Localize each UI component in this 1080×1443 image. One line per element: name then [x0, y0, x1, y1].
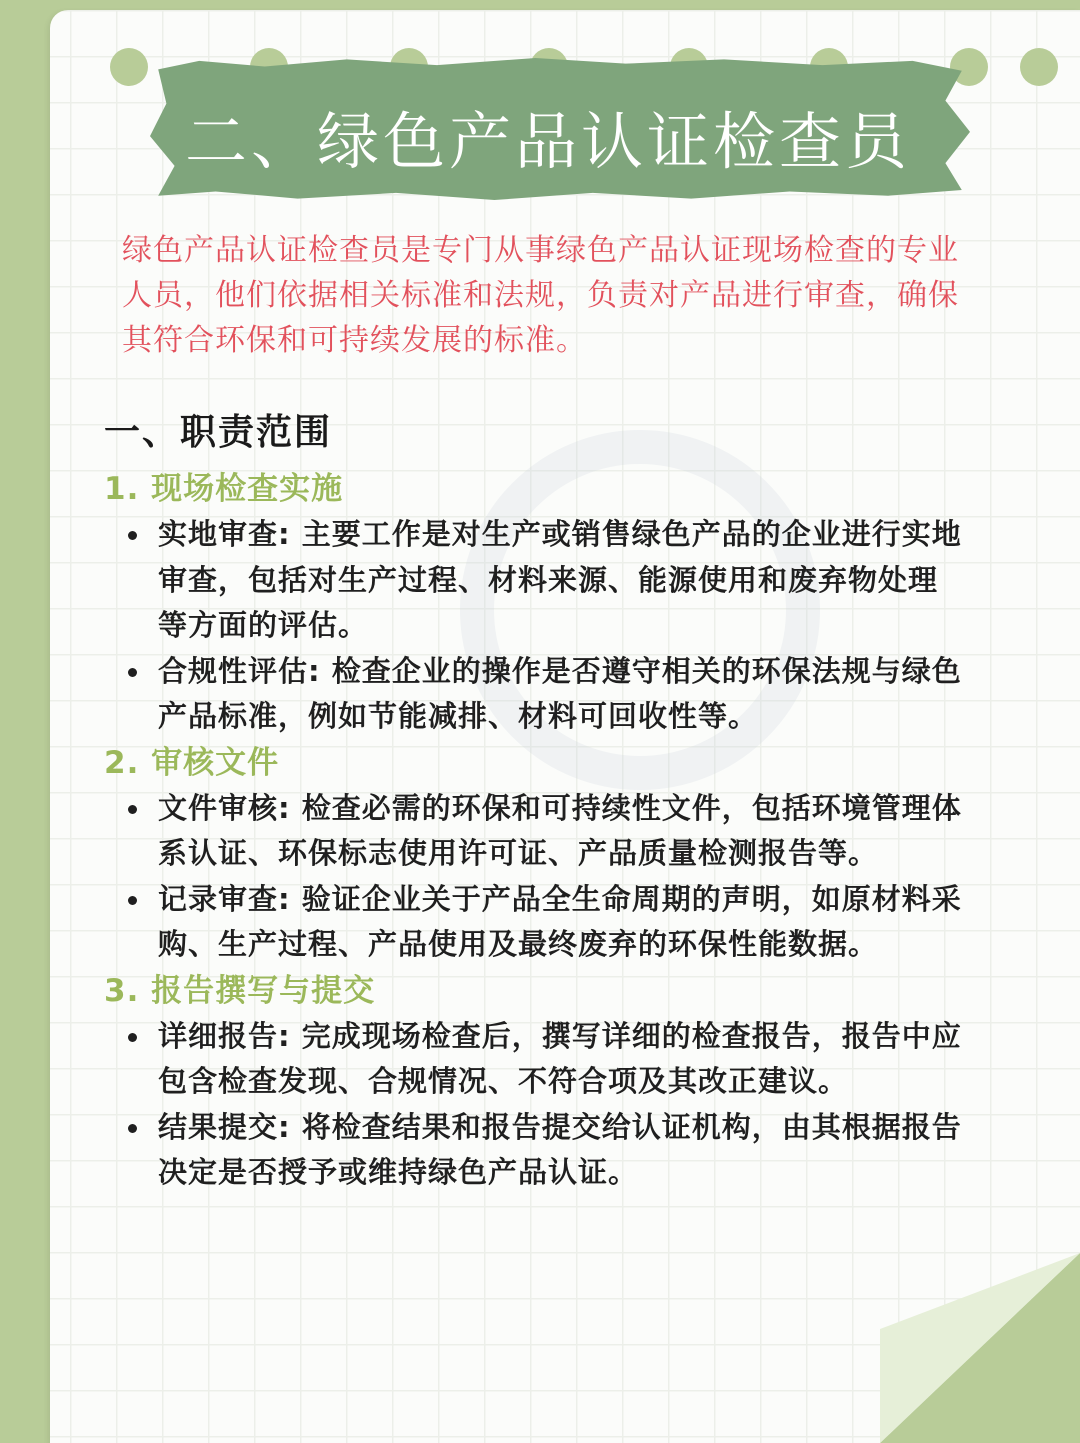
bullet-item: 结果提交: 将检查结果和报告提交给认证机构，由其根据报告决定是否授予或维持绿色产品认证。: [158, 1105, 964, 1196]
bullet-list: [104, 786, 964, 968]
bullet-list: [104, 1014, 964, 1196]
section-heading: 一、职责范围: [104, 412, 333, 453]
group-title: 2. 审核文件: [104, 744, 280, 781]
binder-hole: [110, 48, 148, 86]
page-title: 二、绿色产品认证检查员: [185, 105, 912, 178]
bullet-item: 文件审核: 检查必需的环保和可持续性文件，包括环境管理体系认证、环保标志使用许可证、产品质量检测报告等。: [158, 786, 964, 877]
duty-group: [104, 466, 964, 740]
bullet-item: 合规性评估: 检查企业的操作是否遵守相关的环保法规与绿色产品标准，例如节能减排、材料可回收性等。: [158, 649, 964, 740]
content: [104, 408, 964, 1196]
intro-paragraph: 绿色产品认证检查员是专门从事绿色产品认证现场检查的专业人员，他们依据相关标准和法规，负责对产品进行审查，确保其符合环保和可持续发展的标准。: [122, 233, 959, 358]
bullet-item: 实地审查: 主要工作是对生产或销售绿色产品的企业进行实地审查，包括对生产过程、材料来源、能源使用和废弃物处理等方面的评估。: [158, 512, 964, 649]
group-title: 1. 现场检查实施: [104, 471, 344, 507]
duty-group: [104, 740, 964, 968]
bullet-item: 记录审查: 验证企业关于产品全生命周期的声明，如原材料采购、生产过程、产品使用及最终废弃的环保性能数据。: [158, 877, 964, 968]
bullet-item: 详细报告: 完成现场检查后，撰写详细的检查报告，报告中应包含检查发现、合规情况、不符合项及其改正建议。: [158, 1014, 964, 1105]
duty-group: [104, 968, 964, 1196]
bullet-list: [104, 512, 964, 740]
binder-hole: [1020, 48, 1058, 86]
group-title: 3. 报告撰写与提交: [104, 972, 376, 1009]
